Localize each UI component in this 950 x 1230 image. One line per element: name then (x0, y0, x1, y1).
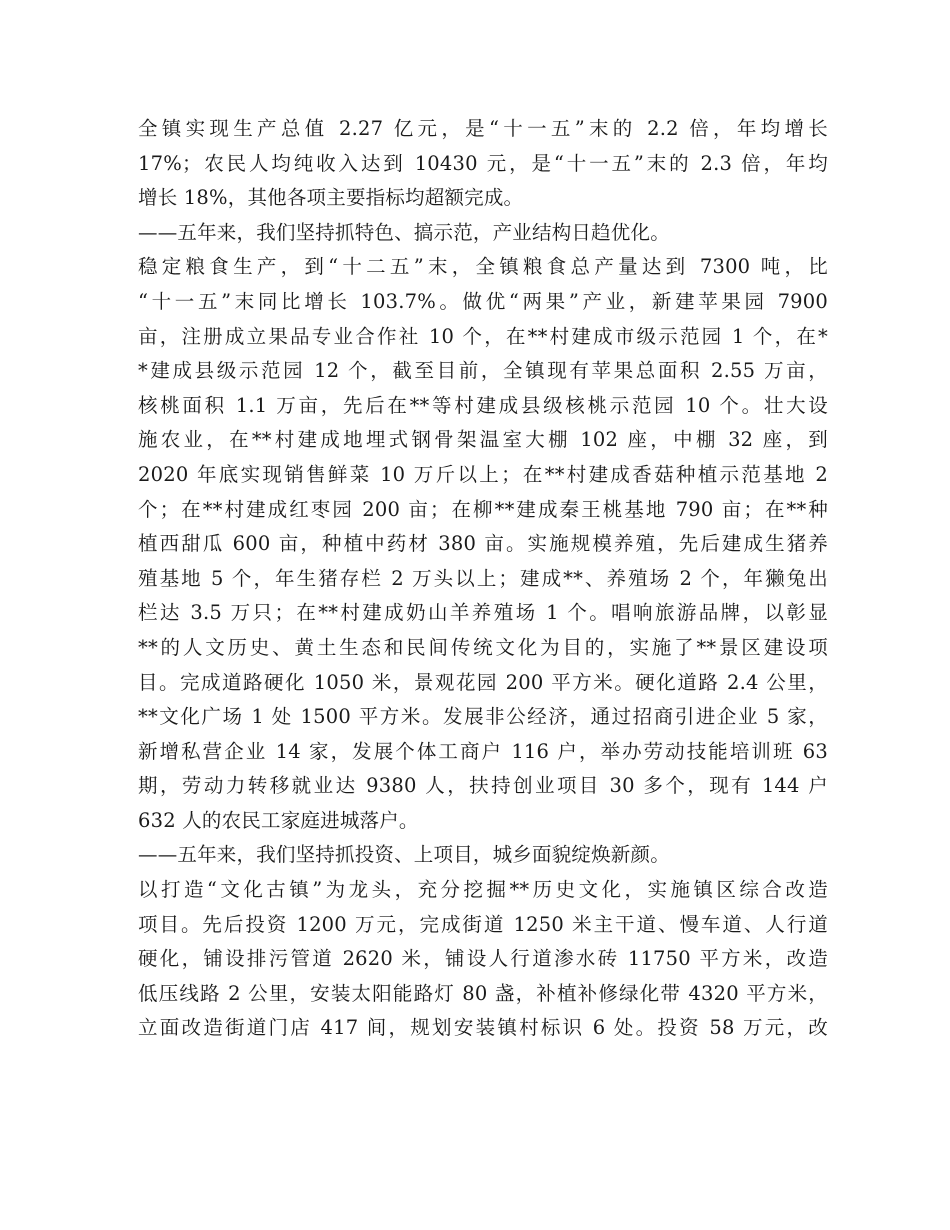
text-line: **的人文历史、黄土生态和民间传统文化为目的，实施了**景区建设项 (138, 635, 828, 659)
text-line: 新增私营企业 14 家，发展个体工商户 116 户，举办劳动技能培训班 63 (138, 739, 828, 763)
text-line: 殖基地 5 个，年生猪存栏 2 万头以上；建成**、养殖场 2 个，年獭兔出 (138, 566, 828, 590)
text-line: 17%；农民人均纯收入达到 10430 元，是“十一五”末的 2.3 倍，年均 (138, 151, 828, 175)
text-line: 项目。先后投资 1200 万元，完成街道 1250 米主干道、慢车道、人行道 (138, 912, 828, 936)
text-line: 立面改造街道门店 417 间，规划安装镇村标识 6 处。投资 58 万元，改 (138, 1016, 828, 1040)
text-line: 2020 年底实现销售鲜菜 10 万斤以上；在**村建成香菇种植示范基地 2 (138, 462, 828, 486)
text-line: *建成县级示范园 12 个，截至目前，全镇现有苹果总面积 2.55 万亩， (138, 359, 828, 383)
text-line: 632 人的农民工家庭进城落户。 (138, 808, 419, 832)
text-line: 植西甜瓜 600 亩，种植中药材 380 亩。实施规模养殖，先后建成生猪养 (138, 532, 828, 556)
text-line: 亩，注册成立果品专业合作社 10 个，在**村建成市级示范园 1 个，在* (138, 324, 828, 348)
text-line: 全镇实现生产总值 2.27 亿元，是“十一五”末的 2.2 倍，年均增长 (138, 117, 828, 140)
text-line: 以打造“文化古镇”为龙头，充分挖掘**历史文化，实施镇区综合改造 (138, 878, 828, 902)
text-line: 增长 18%，其他各项主要指标均超额完成。 (138, 186, 524, 210)
section-heading: ——五年来，我们坚持抓特色、搞示范，产业结构日趋优化。 (138, 220, 670, 244)
text-line: 栏达 3.5 万只；在**村建成奶山羊养殖场 1 个。唱响旅游品牌，以彰显 (138, 601, 828, 625)
text-line: 目。完成道路硬化 1050 米，景观花园 200 平方米。硬化道路 2.4 公里， (138, 670, 828, 694)
section-heading: ——五年来，我们坚持抓投资、上项目，城乡面貌绽焕新颜。 (138, 843, 670, 867)
text-line: “十一五”末同比增长 103.7%。做优“两果”产业，新建苹果园 7900 (138, 289, 828, 313)
text-line: 低压线路 2 公里，安装太阳能路灯 80 盏，补植补修绿化带 4320 平方米， (138, 981, 828, 1005)
document-body (138, 112, 828, 1046)
text-line: 稳定粮食生产，到“十二五”末，全镇粮食总产量达到 7300 吨，比 (138, 255, 828, 279)
text-line: 施农业，在**村建成地埋式钢骨架温室大棚 102 座，中棚 32 座，到 (138, 428, 828, 452)
text-line: 个；在**村建成红枣园 200 亩；在柳**建成秦王桃基地 790 亩；在**种 (138, 497, 828, 521)
text-line: 期，劳动力转移就业达 9380 人，扶持创业项目 30 多个，现有 144 户 (138, 774, 828, 798)
text-line: 硬化，铺设排污管道 2620 米，铺设人行道渗水砖 11750 平方米，改造 (138, 947, 828, 971)
text-line: 核桃面积 1.1 万亩，先后在**等村建成县级核桃示范园 10 个。壮大设 (138, 393, 828, 417)
text-line: **文化广场 1 处 1500 平方米。发展非公经济，通过招商引进企业 5 家， (138, 705, 828, 729)
